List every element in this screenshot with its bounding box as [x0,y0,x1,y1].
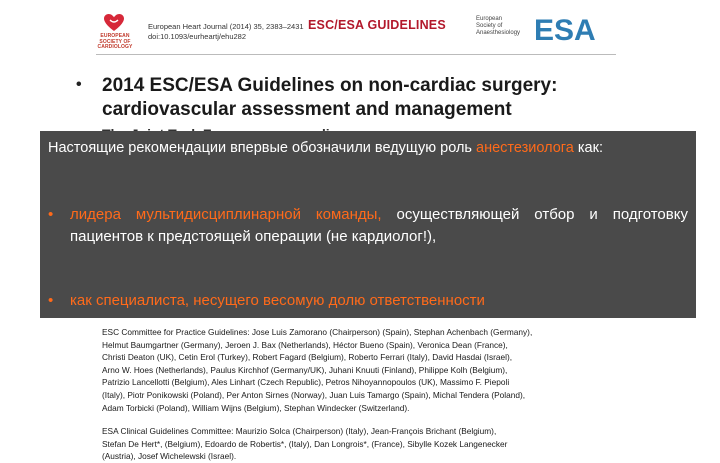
committee-line: Helmut Baumgartner (Germany), Jeroen J. Bax (Netherlands), Héctor Bueno (Spain), Veronica Dean (France), [102,339,508,350]
committee-line: ESC Committee for Practice Guidelines: Jose Luis Zamorano (Chairperson) (Spain), Stephan Achenbach (Germany), [102,327,533,337]
journal-citation [148,22,304,42]
bullet-text [70,290,688,312]
intro-text-end: как: [573,140,603,156]
committee-line: Patrizio Lancellotti (Belgium), Ales Linhart (Czech Republic), Petros Nihoyannopoulos (UK), Massimo F. Piepoli [102,377,510,388]
committee-line: Adam Torbicki (Poland), William Wijns (Belgium), Stephan Windecker (Switzerland). [102,402,410,413]
citation-line: European Heart Journal (2014) 35, 2383–2431 [148,22,304,31]
paper-body [102,326,622,463]
esa-committee-line: Stefan De Hert*, (Belgium), Edoardo de Robertis*, (Italy), Dan Longrois*, (France), Sibylle Kozek Langenecker [102,438,508,449]
committee-line: (Italy), Piotr Ponikowski (Poland), Per Anton Sirnes (Norway), Juan Luis Tamargo (Spain), Michal Tendera (Poland), [102,389,526,400]
bullet-dot-icon: • [48,292,54,309]
esc-logo-text: EUROPEAN SOCIETY OF CARDIOLOGY [97,33,133,50]
esc-logo [96,14,134,50]
intro-text: Настоящие рекомендации впервые обозначили ведущую роль [48,140,472,156]
paper-title-line: 2014 ESC/ESA Guidelines on non-cardiac surgery: [102,75,558,96]
paper-title [102,74,662,122]
bullet-highlight: как специалиста, несущего весомую долю ответственности [70,292,485,309]
esa-logo [476,14,616,50]
heart-icon [104,14,124,32]
bullet-item [48,290,688,316]
esa-logo-text: ESA [534,14,596,47]
intro-highlight: анестезиолога [476,140,574,156]
esa-society-name: European Society of Anaesthesiology [476,16,521,36]
slide-overlay [40,131,696,318]
overlay-intro [48,138,688,158]
bullet-item [48,204,688,274]
paper-title-line: cardiovascular assessment and management [102,99,512,120]
header-divider [96,54,616,55]
bullet-dot-icon: • [48,206,54,223]
esa-committee-line: ESA Clinical Guidelines Committee: Maurizio Solca (Chairperson) (Italy), Jean-François Brichant (Belgium), [102,426,497,437]
esa-committee-line: (Austria), Josef Wichelewski (Israel). [102,451,237,462]
bullet-text [70,204,688,248]
journal-header [96,10,616,50]
guidelines-label: ESC/ESA GUIDELINES [308,18,446,32]
doi-line: doi:10.1093/eurheartj/ehu282 [148,32,246,41]
bullet-rest: осуществляющей отбор и подготовку пациентов к предстоящей операции (не кардиолог!), [70,206,688,245]
bullet-highlight: лидера мультидисциплинарной команды, [70,206,382,223]
title-marker: • [76,76,82,93]
committee-line: Christi Deaton (UK), Cetin Erol (Turkey), Robert Fagard (Belgium), Roberto Ferrari (Italy), David Hasdai (Israel), [102,352,513,363]
committee-line: Arno W. Hoes (Netherlands), Paulus Kirchhof (Germany/UK), Juhani Knuuti (Finland), Philippe Kolh (Belgium), [102,364,508,375]
